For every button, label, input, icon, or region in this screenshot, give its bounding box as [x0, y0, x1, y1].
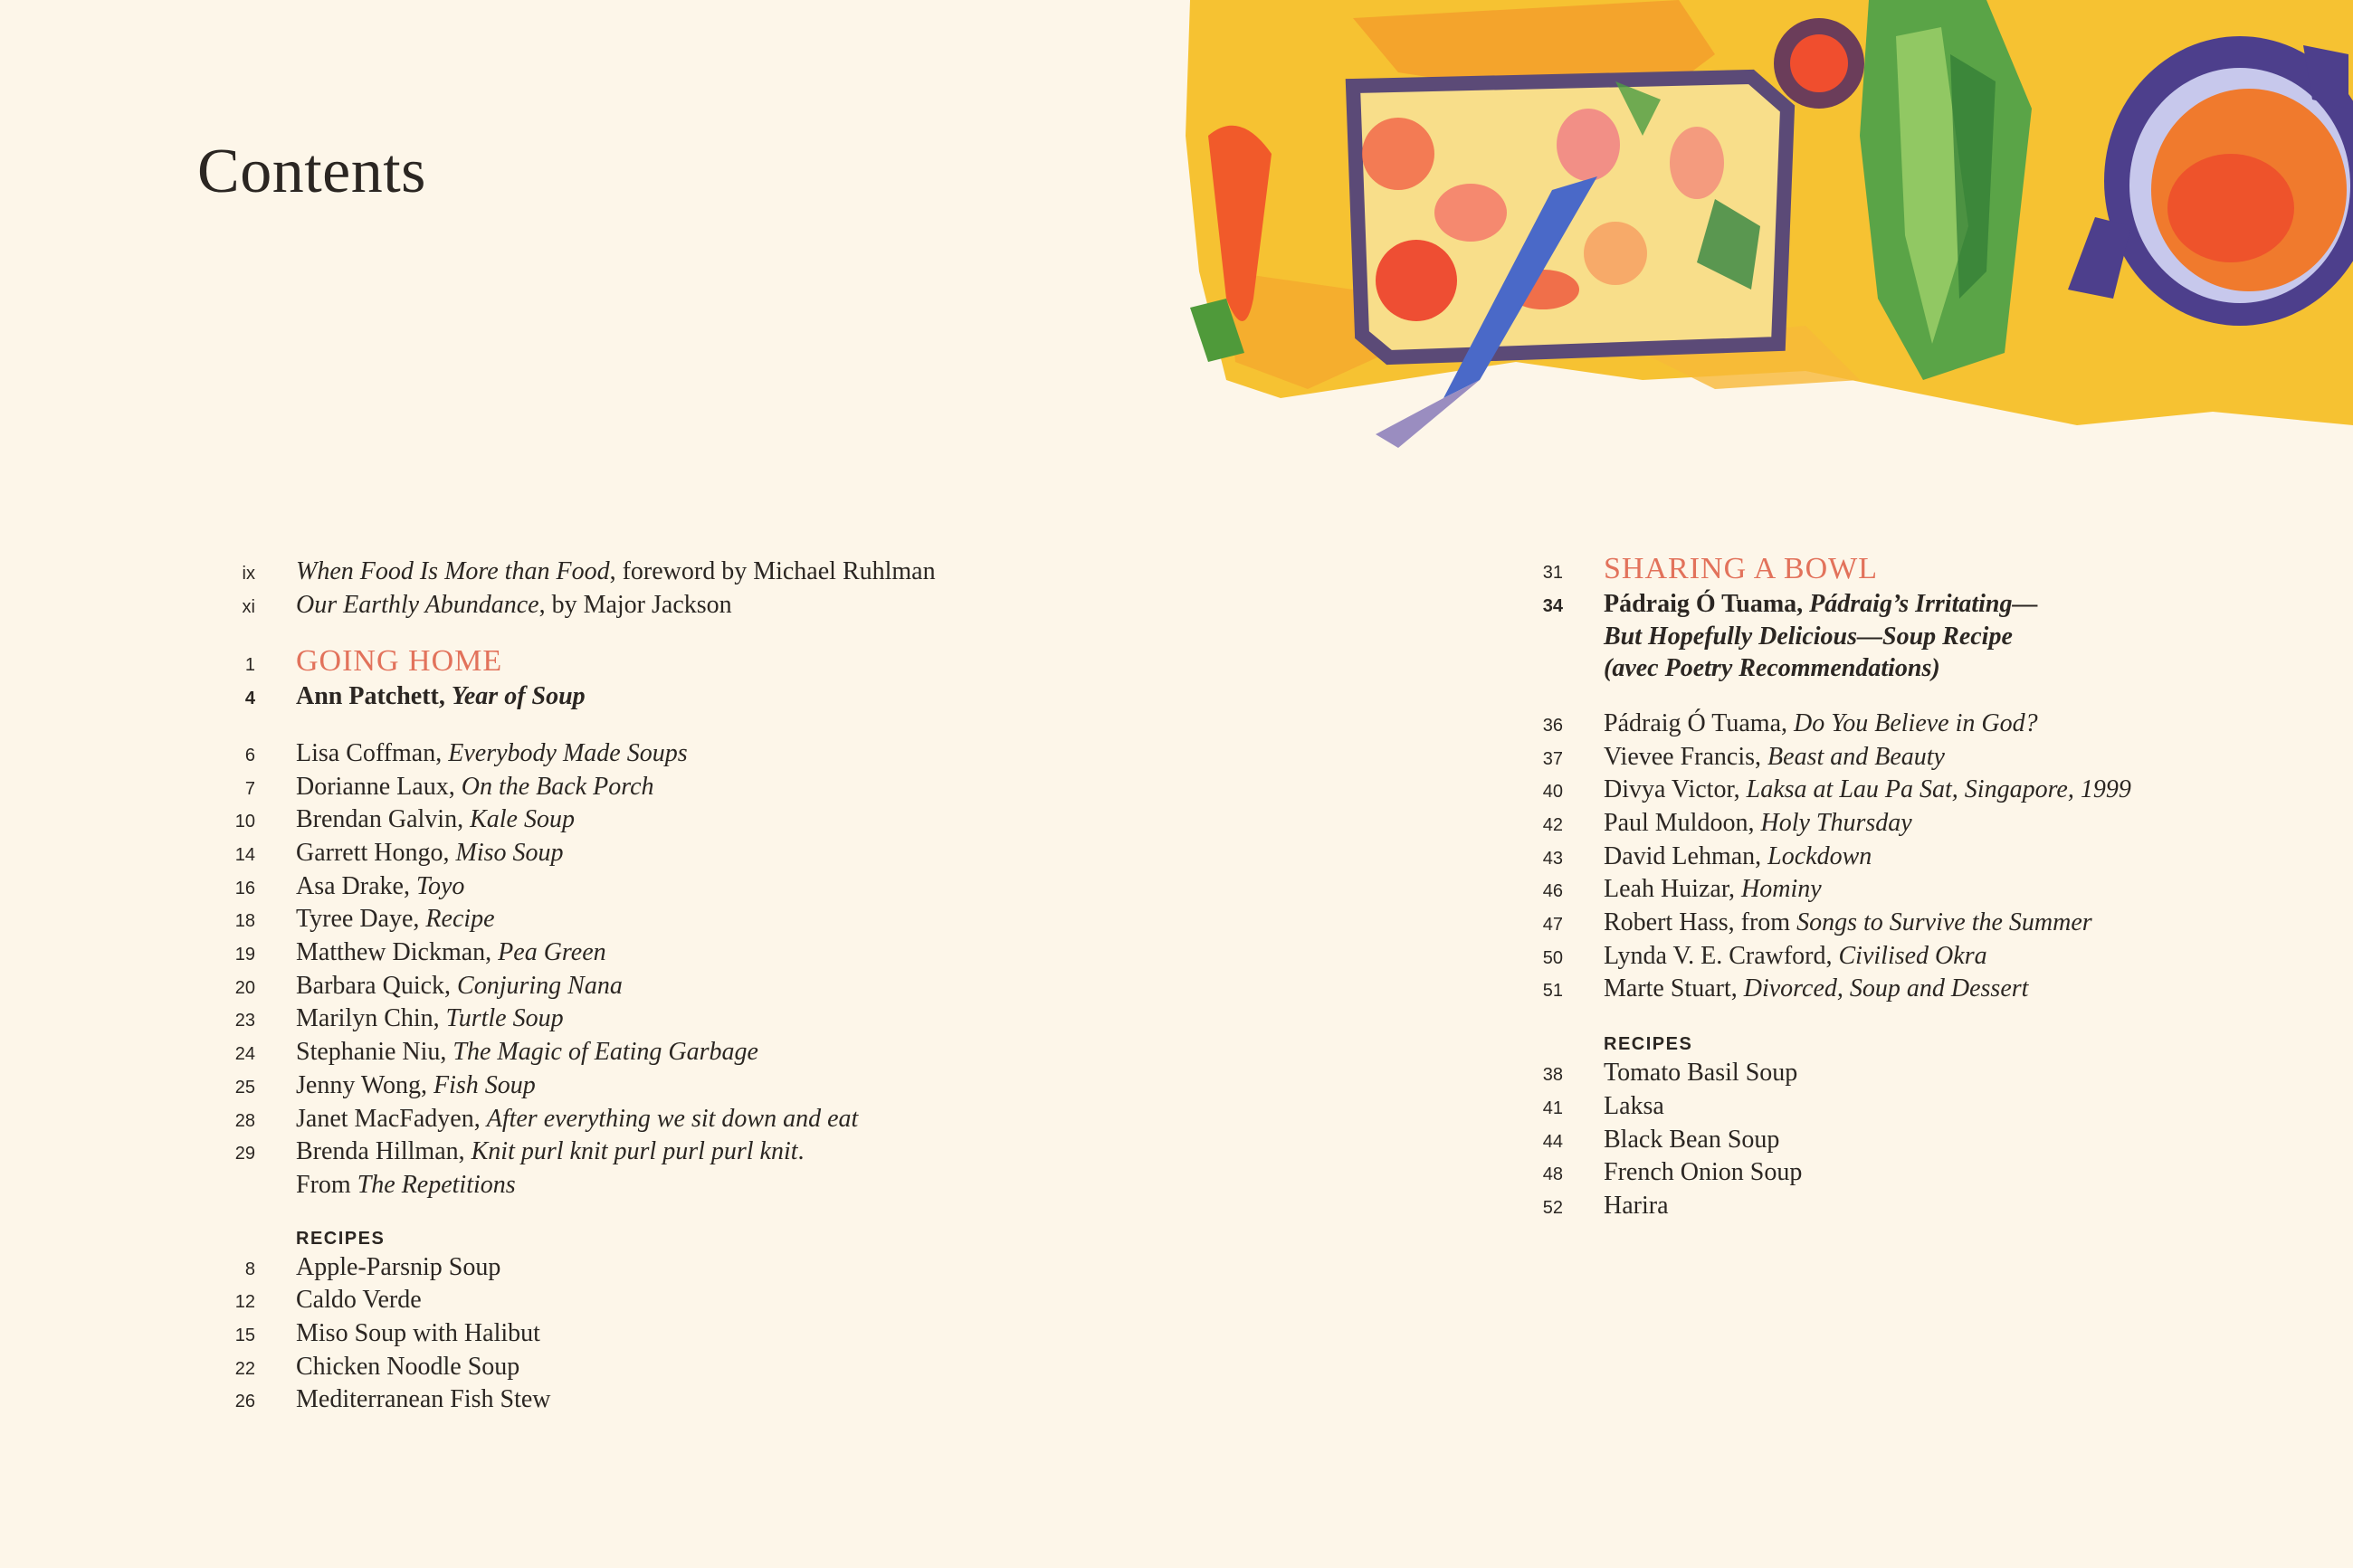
recipe-entry[interactable] [1516, 1191, 2131, 1224]
entry-title: Fish Soup [433, 1070, 536, 1099]
page-number: 50 [1542, 947, 1563, 968]
entry-author: Ann Patchett, [296, 682, 452, 711]
entry-author: , foreword by Michael Ruhlman [609, 557, 936, 585]
toc-entry[interactable] [208, 971, 936, 1004]
page-number: 10 [234, 812, 255, 832]
contents-left-column [208, 556, 936, 1418]
toc-entry[interactable] [208, 1037, 936, 1070]
toc-entry[interactable] [208, 1136, 936, 1170]
recipe-name: Laksa [1604, 1091, 1664, 1120]
toc-entry[interactable] [1516, 742, 2131, 775]
recipe-name: Black Bean Soup [1604, 1125, 1780, 1154]
toc-entry[interactable] [208, 904, 936, 937]
page-number: 40 [1542, 782, 1563, 803]
entry-author: Leah Huizar, [1604, 875, 1742, 904]
entry-author: Marilyn Chin, [296, 1004, 446, 1033]
entry-title: Kale Soup [470, 805, 575, 834]
toc-entry[interactable] [208, 937, 936, 971]
page-number: 46 [1542, 881, 1563, 902]
recipe-name: Miso Soup with Halibut [296, 1319, 540, 1348]
entry-title: Turtle Soup [445, 1004, 564, 1033]
page-number: 44 [1542, 1131, 1563, 1152]
page-number: 26 [234, 1392, 255, 1412]
page-number: 47 [1542, 915, 1563, 936]
page-number: 24 [234, 1044, 255, 1065]
entry-title: Divorced, Soup and Dessert [1743, 974, 2029, 1003]
toc-entry[interactable] [208, 738, 936, 772]
entry-title: When Food Is More than Food [296, 557, 610, 585]
page-number: 31 [1542, 563, 1563, 583]
toc-entry[interactable] [1516, 708, 2131, 742]
entry-title: (avec Poetry Recommendations) [1604, 654, 1940, 683]
recipe-name: Tomato Basil Soup [1604, 1059, 1798, 1088]
entry-title: The Repetitions [357, 1170, 516, 1199]
entry-title: But Hopefully Delicious—Soup Recipe [1604, 622, 2013, 651]
toc-entry[interactable] [208, 556, 936, 590]
entry-title: Civilised Okra [1838, 941, 1987, 970]
page-number: ix [242, 564, 255, 584]
entry-prefix: From [296, 1170, 357, 1199]
entry-author: Brenda Hillman, [296, 1137, 472, 1166]
entry-title: The Magic of Eating Garbage [452, 1038, 758, 1067]
recipe-name: Mediterranean Fish Stew [296, 1385, 551, 1414]
page-number: 52 [1542, 1197, 1563, 1218]
page-number: 42 [1542, 814, 1563, 835]
entry-author: Lisa Coffman, [296, 738, 449, 767]
toc-entry[interactable] [208, 1070, 936, 1104]
toc-entry[interactable] [208, 590, 936, 623]
recipe-entry[interactable] [1516, 1058, 2131, 1091]
entry-title: Toyo [415, 871, 465, 900]
toc-entry[interactable] [208, 772, 936, 805]
recipe-entry[interactable] [208, 1318, 936, 1352]
entry-author: Stephanie Niu, [296, 1038, 453, 1067]
page-number: 29 [234, 1144, 255, 1164]
toc-featured-entry-line [1516, 653, 2131, 685]
page-title: Contents [197, 137, 426, 206]
page-number: 34 [1542, 595, 1563, 616]
section-title: GOING HOME [296, 644, 503, 679]
toc-featured-entry[interactable] [208, 681, 936, 715]
entry-title: Everybody Made Soups [448, 738, 688, 767]
page-number: 43 [1542, 848, 1563, 869]
toc-entry[interactable] [208, 1104, 936, 1137]
page-number: 16 [234, 878, 255, 898]
page-number: 41 [1542, 1098, 1563, 1118]
recipes-label: RECIPES [296, 1228, 386, 1249]
toc-entry[interactable] [208, 838, 936, 871]
entry-author: Brendan Galvin, [296, 805, 471, 834]
recipe-name: Apple-Parsnip Soup [296, 1252, 501, 1281]
entry-title: Holy Thursday [1760, 808, 1912, 837]
entry-title: Pádraig’s Irritating— [1809, 589, 2038, 618]
recipes-label: RECIPES [1604, 1034, 1693, 1055]
page-number: 20 [234, 977, 255, 998]
entry-title: Knit purl knit purl purl purl knit [471, 1137, 798, 1166]
recipe-entry[interactable] [208, 1384, 936, 1418]
entry-title: Miso Soup [455, 838, 564, 867]
toc-entry[interactable] [208, 1003, 936, 1037]
entry-author: Asa Drake, [296, 871, 416, 900]
toc-entry[interactable] [1516, 874, 2131, 908]
entry-author: Janet MacFadyen, [296, 1104, 487, 1133]
entry-title: Lockdown [1767, 841, 1872, 870]
entry-author: Jenny Wong, [296, 1070, 434, 1099]
page-number: 22 [234, 1358, 255, 1379]
watercolor-soup-kitchen-illustration-icon [1172, 0, 2353, 452]
entry-title: After everything we sit down and eat [486, 1104, 859, 1133]
recipe-entry[interactable] [208, 1352, 936, 1385]
entry-tail: . [797, 1137, 805, 1166]
entry-author: Tyree Daye, [296, 905, 426, 934]
recipe-name: Caldo Verde [296, 1286, 422, 1315]
entry-title: Recipe [425, 905, 495, 934]
page-number: 18 [234, 911, 255, 932]
recipe-name: Harira [1604, 1191, 1669, 1220]
page-number: 25 [234, 1077, 255, 1098]
toc-entry[interactable] [208, 804, 936, 838]
contents-right-column [1516, 554, 2131, 1224]
entry-author: Lynda V. E. Crawford, [1604, 941, 1839, 970]
toc-entry-continuation [208, 1170, 936, 1202]
page-number: 7 [244, 778, 255, 799]
page-number: xi [242, 596, 255, 617]
entry-title: Songs to Survive the Summer [1796, 908, 2092, 937]
section-title: SHARING A BOWL [1604, 552, 1879, 585]
page-number: 14 [234, 844, 255, 865]
toc-featured-entry[interactable] [1516, 589, 2131, 622]
page-number: 51 [1542, 981, 1563, 1002]
page-number: 28 [234, 1110, 255, 1131]
entry-title: Beast and Beauty [1767, 742, 1945, 771]
entry-title: On the Back Porch [461, 772, 654, 801]
page-number: 37 [1542, 748, 1563, 769]
entry-author: Barbara Quick, [296, 971, 458, 1000]
entry-title: Pea Green [498, 938, 606, 967]
entry-author: Vievee Francis, [1604, 742, 1768, 771]
entry-author: Pádraig Ó Tuama, [1604, 589, 1810, 618]
entry-author: Paul Muldoon, [1604, 808, 1761, 837]
entry-author: , by Major Jackson [538, 590, 732, 619]
entry-author: Robert Hass, from [1604, 908, 1797, 937]
section-heading-going-home[interactable] [208, 646, 936, 681]
entry-author: Dorianne Laux, [296, 772, 462, 801]
entry-title: Do You Believe in God? [1794, 708, 2038, 737]
page-number: 23 [234, 1011, 255, 1031]
recipe-entry[interactable] [1516, 1157, 2131, 1191]
entry-title: Hominy [1741, 875, 1822, 904]
page-number: 48 [1542, 1164, 1563, 1185]
toc-featured-entry-line [1516, 622, 2131, 653]
toc-entry[interactable] [1516, 908, 2131, 941]
entry-title: Our Earthly Abundance [296, 590, 539, 619]
toc-entry[interactable] [1516, 774, 2131, 808]
toc-entry[interactable] [1516, 941, 2131, 974]
entry-author: Pádraig Ó Tuama, [1604, 708, 1794, 737]
entry-author: Matthew Dickman, [296, 938, 499, 967]
entry-title: Year of Soup [451, 682, 586, 711]
section-heading-sharing-a-bowl[interactable] [1516, 554, 2131, 589]
entry-author: David Lehman, [1604, 841, 1768, 870]
entry-title: Laksa at Lau Pa Sat, Singapore, 1999 [1746, 775, 2131, 804]
recipe-name: Chicken Noodle Soup [296, 1352, 520, 1381]
page-number: 1 [244, 655, 255, 676]
toc-entry[interactable] [1516, 974, 2131, 1007]
recipe-entry[interactable] [208, 1252, 936, 1286]
toc-entry[interactable] [1516, 841, 2131, 875]
toc-entry[interactable] [208, 871, 936, 905]
page-number: 19 [234, 945, 255, 965]
entry-author: Divya Victor, [1604, 775, 1747, 804]
page-number: 36 [1542, 715, 1563, 736]
page-number: 4 [244, 689, 255, 709]
page-number: 15 [234, 1326, 255, 1346]
page-number: 38 [1542, 1065, 1563, 1086]
page-number: 12 [234, 1292, 255, 1313]
page-number: 6 [244, 745, 255, 765]
toc-entry[interactable] [1516, 808, 2131, 841]
entry-title: Conjuring Nana [457, 971, 623, 1000]
recipe-entry[interactable] [1516, 1091, 2131, 1125]
page-number: 8 [244, 1259, 255, 1279]
recipe-entry[interactable] [208, 1285, 936, 1318]
recipe-name: French Onion Soup [1604, 1158, 1803, 1187]
entry-author: Garrett Hongo, [296, 838, 456, 867]
recipe-entry[interactable] [1516, 1125, 2131, 1158]
entry-author: Marte Stuart, [1604, 974, 1744, 1003]
